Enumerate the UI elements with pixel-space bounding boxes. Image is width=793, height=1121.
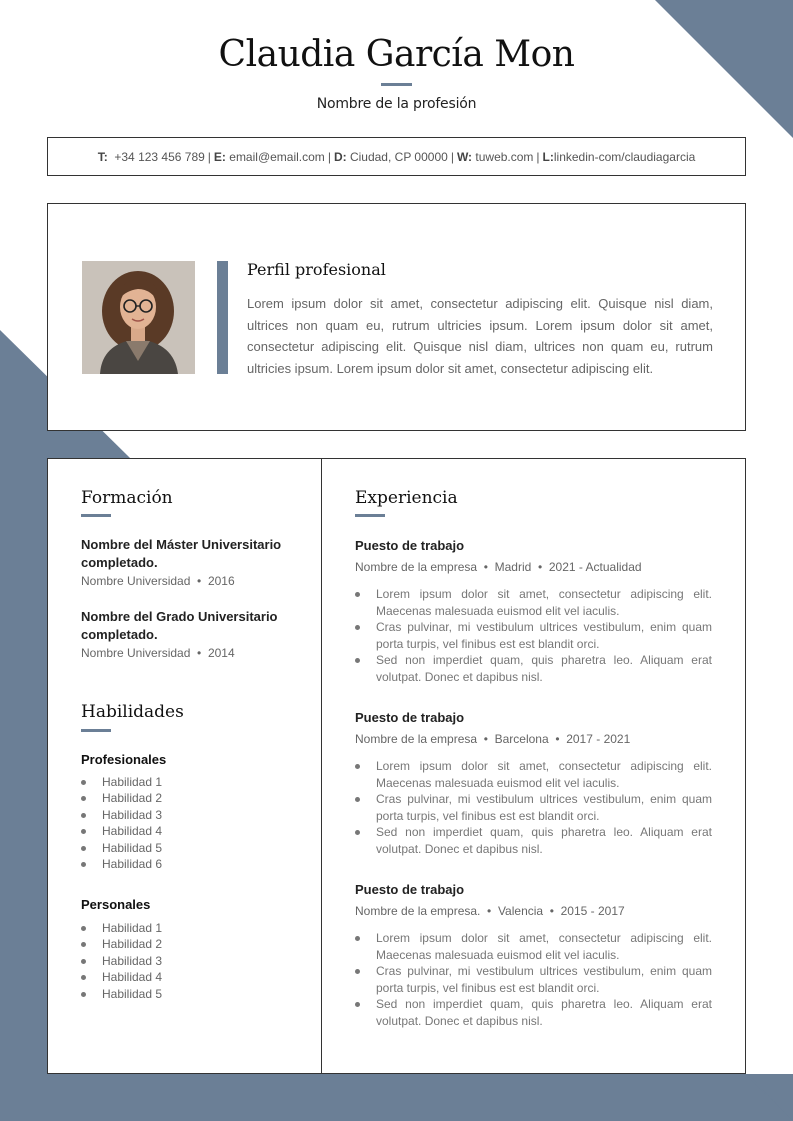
profession-title: Nombre de la profesión	[316, 96, 477, 112]
experience-underline	[355, 514, 385, 517]
list-item: Habilidad 3	[81, 953, 162, 969]
email-label: E:	[213, 149, 226, 164]
skills-title: Habilidades	[81, 702, 184, 722]
job-period: 2021 - Actualidad	[548, 560, 642, 574]
list-item: Habilidad 5	[81, 840, 162, 856]
list-item: Lorem ipsum dolor sit amet, consectetur adipiscing elit. Maecenas malesuada euismod elit vel iaculis.	[355, 758, 712, 791]
education-meta: Nombre Universidad • 2014	[81, 646, 235, 660]
education-title: Formación	[81, 488, 173, 508]
education-school: Nombre Universidad	[81, 646, 191, 660]
separator: |	[536, 149, 540, 164]
list-item: Lorem ipsum dolor sit amet, consectetur adipiscing elit. Maecenas malesuada euismod elit vel iaculis.	[355, 930, 712, 963]
profile-title: Perfil profesional	[247, 260, 386, 279]
list-item: Sed non imperdiet quam, quis pharetra leo. Aliquam erat volutpat. Donec et dapibus nisl.	[355, 652, 712, 685]
separator: |	[450, 149, 454, 164]
list-item: Sed non imperdiet quam, quis pharetra leo. Aliquam erat volutpat. Donec et dapibus nisl.	[355, 824, 712, 857]
job-meta: Nombre de la empresa • Madrid • 2021 - Actualidad	[355, 560, 642, 574]
portrait-icon	[82, 261, 195, 374]
education-year: 2016	[207, 574, 235, 588]
name-underline	[381, 83, 412, 86]
job-company: Nombre de la empresa.	[355, 904, 481, 918]
education-degree: Nombre del Máster Universitario completado.	[81, 537, 282, 570]
profile-accent-bar	[217, 261, 228, 374]
profile-section	[47, 203, 746, 431]
list-item: Lorem ipsum dolor sit amet, consectetur adipiscing elit. Maecenas malesuada euismod elit vel iaculis.	[355, 586, 712, 619]
job-city: Valencia	[497, 904, 544, 918]
education-degree: Nombre del Grado Universitario completado.	[81, 609, 278, 642]
job-city: Madrid	[494, 560, 532, 574]
column-divider	[321, 459, 322, 1073]
list-item: Habilidad 2	[81, 936, 162, 952]
job-position: Puesto de trabajo	[355, 882, 465, 897]
education-underline	[81, 514, 111, 517]
list-item: Habilidad 1	[81, 920, 162, 936]
education-school: Nombre Universidad	[81, 574, 191, 588]
profile-text: Lorem ipsum dolor sit amet, consectetur adipiscing elit. Quisque nisl diam, ultrices non quam eu, rutrum ultricies ipsum. Lorem ipsum dolor sit amet, consectetur adipiscing elit. Quisque nisl diam, ultrices non quam eu, rutrum ultricies ipsum. Lorem ipsum dolor sit amet, consectetur adipiscing elit.	[247, 296, 713, 376]
professional-skills-list	[81, 774, 162, 872]
list-item: Habilidad 2	[81, 790, 162, 806]
web-value[interactable]: tuweb.com	[475, 149, 534, 164]
education-meta: Nombre Universidad • 2016	[81, 574, 235, 588]
address-value: Ciudad, CP 00000	[349, 149, 448, 164]
list-item: Habilidad 1	[81, 774, 162, 790]
job-company: Nombre de la empresa	[355, 732, 478, 746]
job-meta: Nombre de la empresa • Barcelona • 2017 - 2021	[355, 732, 631, 746]
personal-skills-title: Personales	[81, 897, 151, 912]
list-item: Cras pulvinar, mi vestibulum ultrices vestibulum, enim quam porta turpis, vel finibus est est blandit orci.	[355, 791, 712, 824]
education-year: 2014	[207, 646, 235, 660]
main-section	[47, 458, 746, 1074]
list-item: Sed non imperdiet quam, quis pharetra leo. Aliquam erat volutpat. Donec et dapibus nisl.	[355, 996, 712, 1029]
skills-underline	[81, 729, 111, 732]
email-value[interactable]: email@email.com	[229, 149, 325, 164]
contact-bar	[47, 137, 746, 176]
separator: |	[327, 149, 331, 164]
phone-value: +34 123 456 789	[114, 149, 205, 164]
profile-photo	[82, 261, 195, 374]
separator: |	[207, 149, 211, 164]
list-item: Habilidad 4	[81, 969, 162, 985]
personal-skills-list	[81, 920, 162, 1002]
phone-label: T:	[97, 149, 108, 164]
job-position: Puesto de trabajo	[355, 538, 465, 553]
job-meta: Nombre de la empresa. • Valencia • 2015 - 2017	[355, 904, 625, 918]
list-item: Habilidad 4	[81, 823, 162, 839]
address-label: D:	[333, 149, 347, 164]
web-label: W:	[456, 149, 473, 164]
list-item: Habilidad 3	[81, 807, 162, 823]
list-item: Habilidad 6	[81, 856, 162, 872]
experience-title: Experiencia	[355, 488, 458, 508]
job-bullets	[355, 586, 712, 686]
person-name: Claudia García Mon	[218, 34, 575, 75]
list-item: Cras pulvinar, mi vestibulum ultrices vestibulum, enim quam porta turpis, vel finibus est est blandit orci.	[355, 619, 712, 652]
bottom-band	[0, 1074, 793, 1121]
list-item: Habilidad 5	[81, 986, 162, 1002]
linkedin-value[interactable]: linkedin-com/claudiagarcia	[553, 149, 696, 164]
professional-skills-title: Profesionales	[81, 752, 167, 767]
list-item: Cras pulvinar, mi vestibulum ultrices vestibulum, enim quam porta turpis, vel finibus est est blandit orci.	[355, 963, 712, 996]
job-period: 2017 - 2021	[566, 732, 631, 746]
linkedin-label: L:	[542, 149, 554, 164]
job-bullets	[355, 930, 712, 1030]
job-period: 2015 - 2017	[560, 904, 625, 918]
job-bullets	[355, 758, 712, 858]
job-company: Nombre de la empresa	[355, 560, 478, 574]
job-position: Puesto de trabajo	[355, 710, 465, 725]
job-city: Barcelona	[494, 732, 549, 746]
